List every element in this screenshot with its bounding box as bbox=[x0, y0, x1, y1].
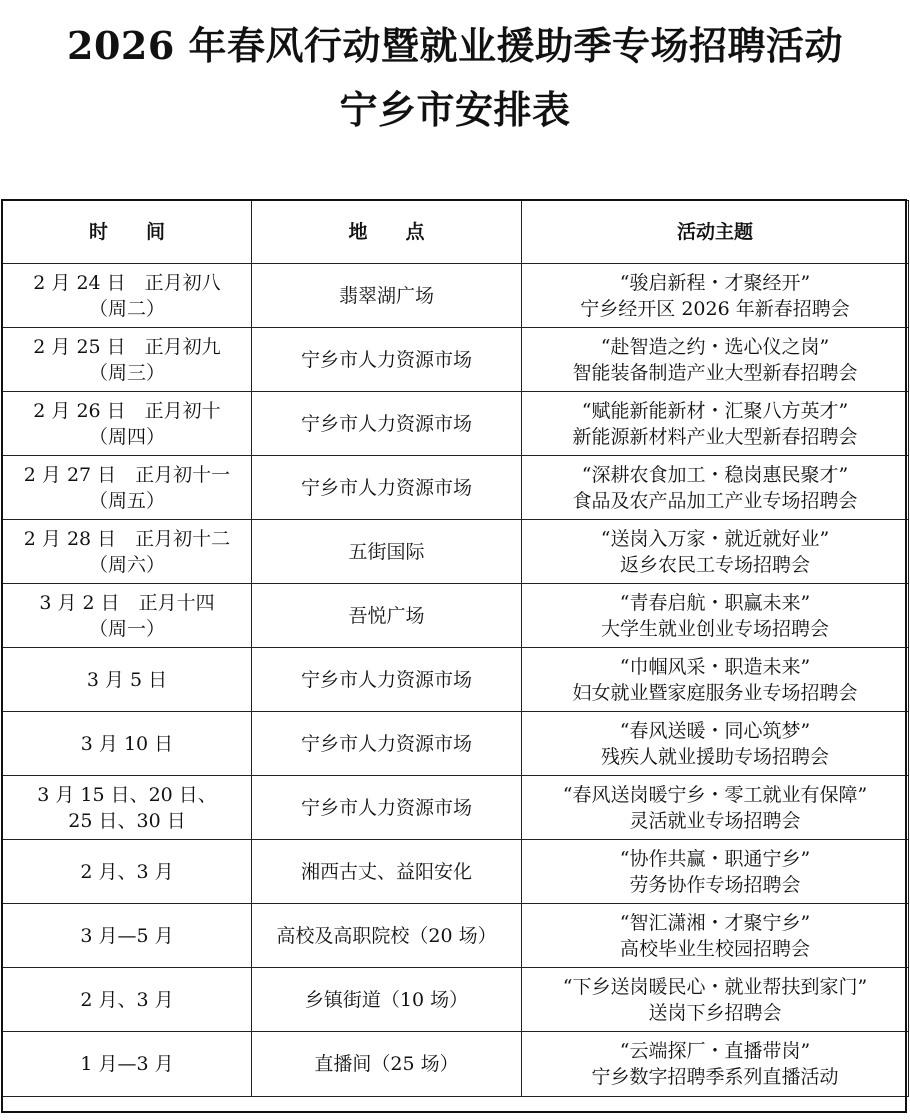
title-line-1: 2026 年春风行动暨就业援助季专场招聘活动 bbox=[67, 23, 843, 68]
time-line-1: 3 月 15 日、20 日、 bbox=[37, 783, 217, 806]
cell-place: 吾悦广场 bbox=[252, 584, 522, 648]
theme-slogan: “巾帼风采・职造未来” bbox=[619, 655, 811, 678]
cell-theme bbox=[522, 264, 909, 328]
theme-event-name: 食品及农产品加工产业专场招聘会 bbox=[572, 489, 858, 512]
theme-event-name: 新能源新材料产业大型新春招聘会 bbox=[572, 425, 858, 448]
theme-slogan: “赴智造之约・选心仪之岗” bbox=[600, 335, 830, 358]
cell-time bbox=[3, 648, 252, 712]
cell-theme bbox=[522, 584, 909, 648]
cell-time bbox=[3, 968, 252, 1032]
theme-slogan: “送岗入万家・就近就好业” bbox=[600, 527, 830, 550]
cell-place: 翡翠湖广场 bbox=[252, 264, 522, 328]
table-row bbox=[3, 264, 909, 328]
cell-place: 高校及高职院校（20 场） bbox=[252, 904, 522, 968]
cell-place: 宁乡市人力资源市场 bbox=[252, 328, 522, 392]
document-title bbox=[0, 14, 910, 142]
cell-time bbox=[3, 904, 252, 968]
cell-time bbox=[3, 1032, 252, 1097]
theme-slogan: “深耕农食加工・稳岗惠民聚才” bbox=[581, 463, 849, 486]
theme-event-name: 妇女就业暨家庭服务业专场招聘会 bbox=[572, 681, 858, 704]
table-row bbox=[3, 648, 909, 712]
cell-theme bbox=[522, 648, 909, 712]
time-line-1: 2 月 24 日 正月初八 bbox=[33, 271, 221, 294]
cell-place: 乡镇街道（10 场） bbox=[252, 968, 522, 1032]
theme-event-name: 大学生就业创业专场招聘会 bbox=[600, 617, 829, 640]
cell-time bbox=[3, 456, 252, 520]
cell-time bbox=[3, 520, 252, 584]
theme-slogan: “春风送岗暖宁乡・零工就业有保障” bbox=[562, 783, 868, 806]
cell-time bbox=[3, 776, 252, 840]
cell-place: 宁乡市人力资源市场 bbox=[252, 648, 522, 712]
time-line-1: 1 月—3 月 bbox=[80, 1053, 174, 1075]
theme-event-name: 智能装备制造产业大型新春招聘会 bbox=[572, 361, 858, 384]
table-row bbox=[3, 392, 909, 456]
theme-slogan: “青春启航・职赢未来” bbox=[619, 591, 811, 614]
table-row bbox=[3, 840, 909, 904]
table-header-row bbox=[3, 201, 909, 264]
cell-place: 宁乡市人力资源市场 bbox=[252, 712, 522, 776]
theme-event-name: 送岗下乡招聘会 bbox=[648, 1001, 782, 1024]
cell-place: 湘西古丈、益阳安化 bbox=[252, 840, 522, 904]
theme-event-name: 劳务协作专场招聘会 bbox=[629, 873, 801, 896]
theme-event-name: 灵活就业专场招聘会 bbox=[629, 809, 801, 832]
time-line-1: 3 月 2 日 正月十四 bbox=[39, 591, 215, 614]
table-row bbox=[3, 712, 909, 776]
time-line-2: （周一） bbox=[88, 617, 165, 640]
theme-event-name: 残疾人就业援助专场招聘会 bbox=[600, 745, 829, 768]
schedule-table bbox=[2, 200, 909, 1097]
header-place: 地 点 bbox=[252, 201, 522, 264]
title-line-2: 宁乡市安排表 bbox=[339, 87, 571, 132]
cell-time bbox=[3, 328, 252, 392]
time-line-1: 2 月 28 日 正月初十二 bbox=[23, 527, 231, 550]
table-row bbox=[3, 1032, 909, 1097]
time-line-1: 3 月 10 日 bbox=[80, 732, 174, 755]
cell-theme bbox=[522, 456, 909, 520]
time-line-2: 25 日、30 日 bbox=[68, 809, 186, 832]
cell-theme bbox=[522, 328, 909, 392]
cell-theme bbox=[522, 712, 909, 776]
table-row bbox=[3, 520, 909, 584]
cell-theme bbox=[522, 392, 909, 456]
cell-theme bbox=[522, 776, 909, 840]
time-line-1: 3 月—5 月 bbox=[80, 924, 174, 947]
cell-time bbox=[3, 840, 252, 904]
theme-slogan: “云端探厂・直播带岗” bbox=[619, 1040, 811, 1062]
table-row bbox=[3, 904, 909, 968]
theme-event-name: 高校毕业生校园招聘会 bbox=[619, 937, 810, 960]
table-row bbox=[3, 456, 909, 520]
table-row bbox=[3, 776, 909, 840]
theme-slogan: “骏启新程・才聚经开” bbox=[619, 271, 811, 294]
time-line-1: 2 月、3 月 bbox=[80, 988, 174, 1011]
time-line-2: （周五） bbox=[88, 489, 165, 512]
theme-slogan: “协作共赢・职通宁乡” bbox=[619, 847, 811, 870]
table-body bbox=[3, 264, 909, 1097]
cell-theme bbox=[522, 840, 909, 904]
table-row bbox=[3, 584, 909, 648]
cell-time bbox=[3, 712, 252, 776]
cell-place: 五街国际 bbox=[252, 520, 522, 584]
cell-place: 宁乡市人力资源市场 bbox=[252, 456, 522, 520]
cell-time bbox=[3, 264, 252, 328]
time-line-1: 2 月、3 月 bbox=[80, 860, 174, 883]
time-line-2: （周二） bbox=[88, 297, 165, 320]
cell-time bbox=[3, 584, 252, 648]
time-line-2: （周四） bbox=[88, 425, 165, 448]
time-line-2: （周三） bbox=[88, 361, 165, 384]
table-row bbox=[3, 328, 909, 392]
theme-event-name: 宁乡数字招聘季系列直播活动 bbox=[591, 1066, 839, 1088]
cell-theme bbox=[522, 1032, 909, 1097]
cell-place: 宁乡市人力资源市场 bbox=[252, 392, 522, 456]
time-line-2: （周六） bbox=[88, 553, 165, 576]
cell-time bbox=[3, 392, 252, 456]
header-theme: 活动主题 bbox=[522, 201, 909, 264]
cell-theme bbox=[522, 520, 909, 584]
time-line-1: 2 月 25 日 正月初九 bbox=[33, 335, 221, 358]
theme-slogan: “智汇潇湘・才聚宁乡” bbox=[619, 911, 811, 934]
header-time: 时 间 bbox=[3, 201, 252, 264]
time-line-1: 2 月 26 日 正月初十 bbox=[33, 399, 221, 422]
cell-theme bbox=[522, 904, 909, 968]
theme-slogan: “下乡送岗暖民心・就业帮扶到家门” bbox=[562, 975, 868, 998]
time-line-1: 2 月 27 日 正月初十一 bbox=[23, 463, 231, 486]
table-row bbox=[3, 968, 909, 1032]
theme-event-name: 返乡农民工专场招聘会 bbox=[619, 553, 810, 576]
cell-place: 直播间（25 场） bbox=[252, 1032, 522, 1097]
cell-theme bbox=[522, 968, 909, 1032]
theme-slogan: “赋能新能新材・汇聚八方英才” bbox=[581, 399, 849, 422]
cell-place: 宁乡市人力资源市场 bbox=[252, 776, 522, 840]
time-line-1: 3 月 5 日 bbox=[86, 668, 168, 691]
theme-event-name: 宁乡经开区 2026 年新春招聘会 bbox=[580, 297, 850, 320]
theme-slogan: “春风送暖・同心筑梦” bbox=[619, 719, 811, 742]
